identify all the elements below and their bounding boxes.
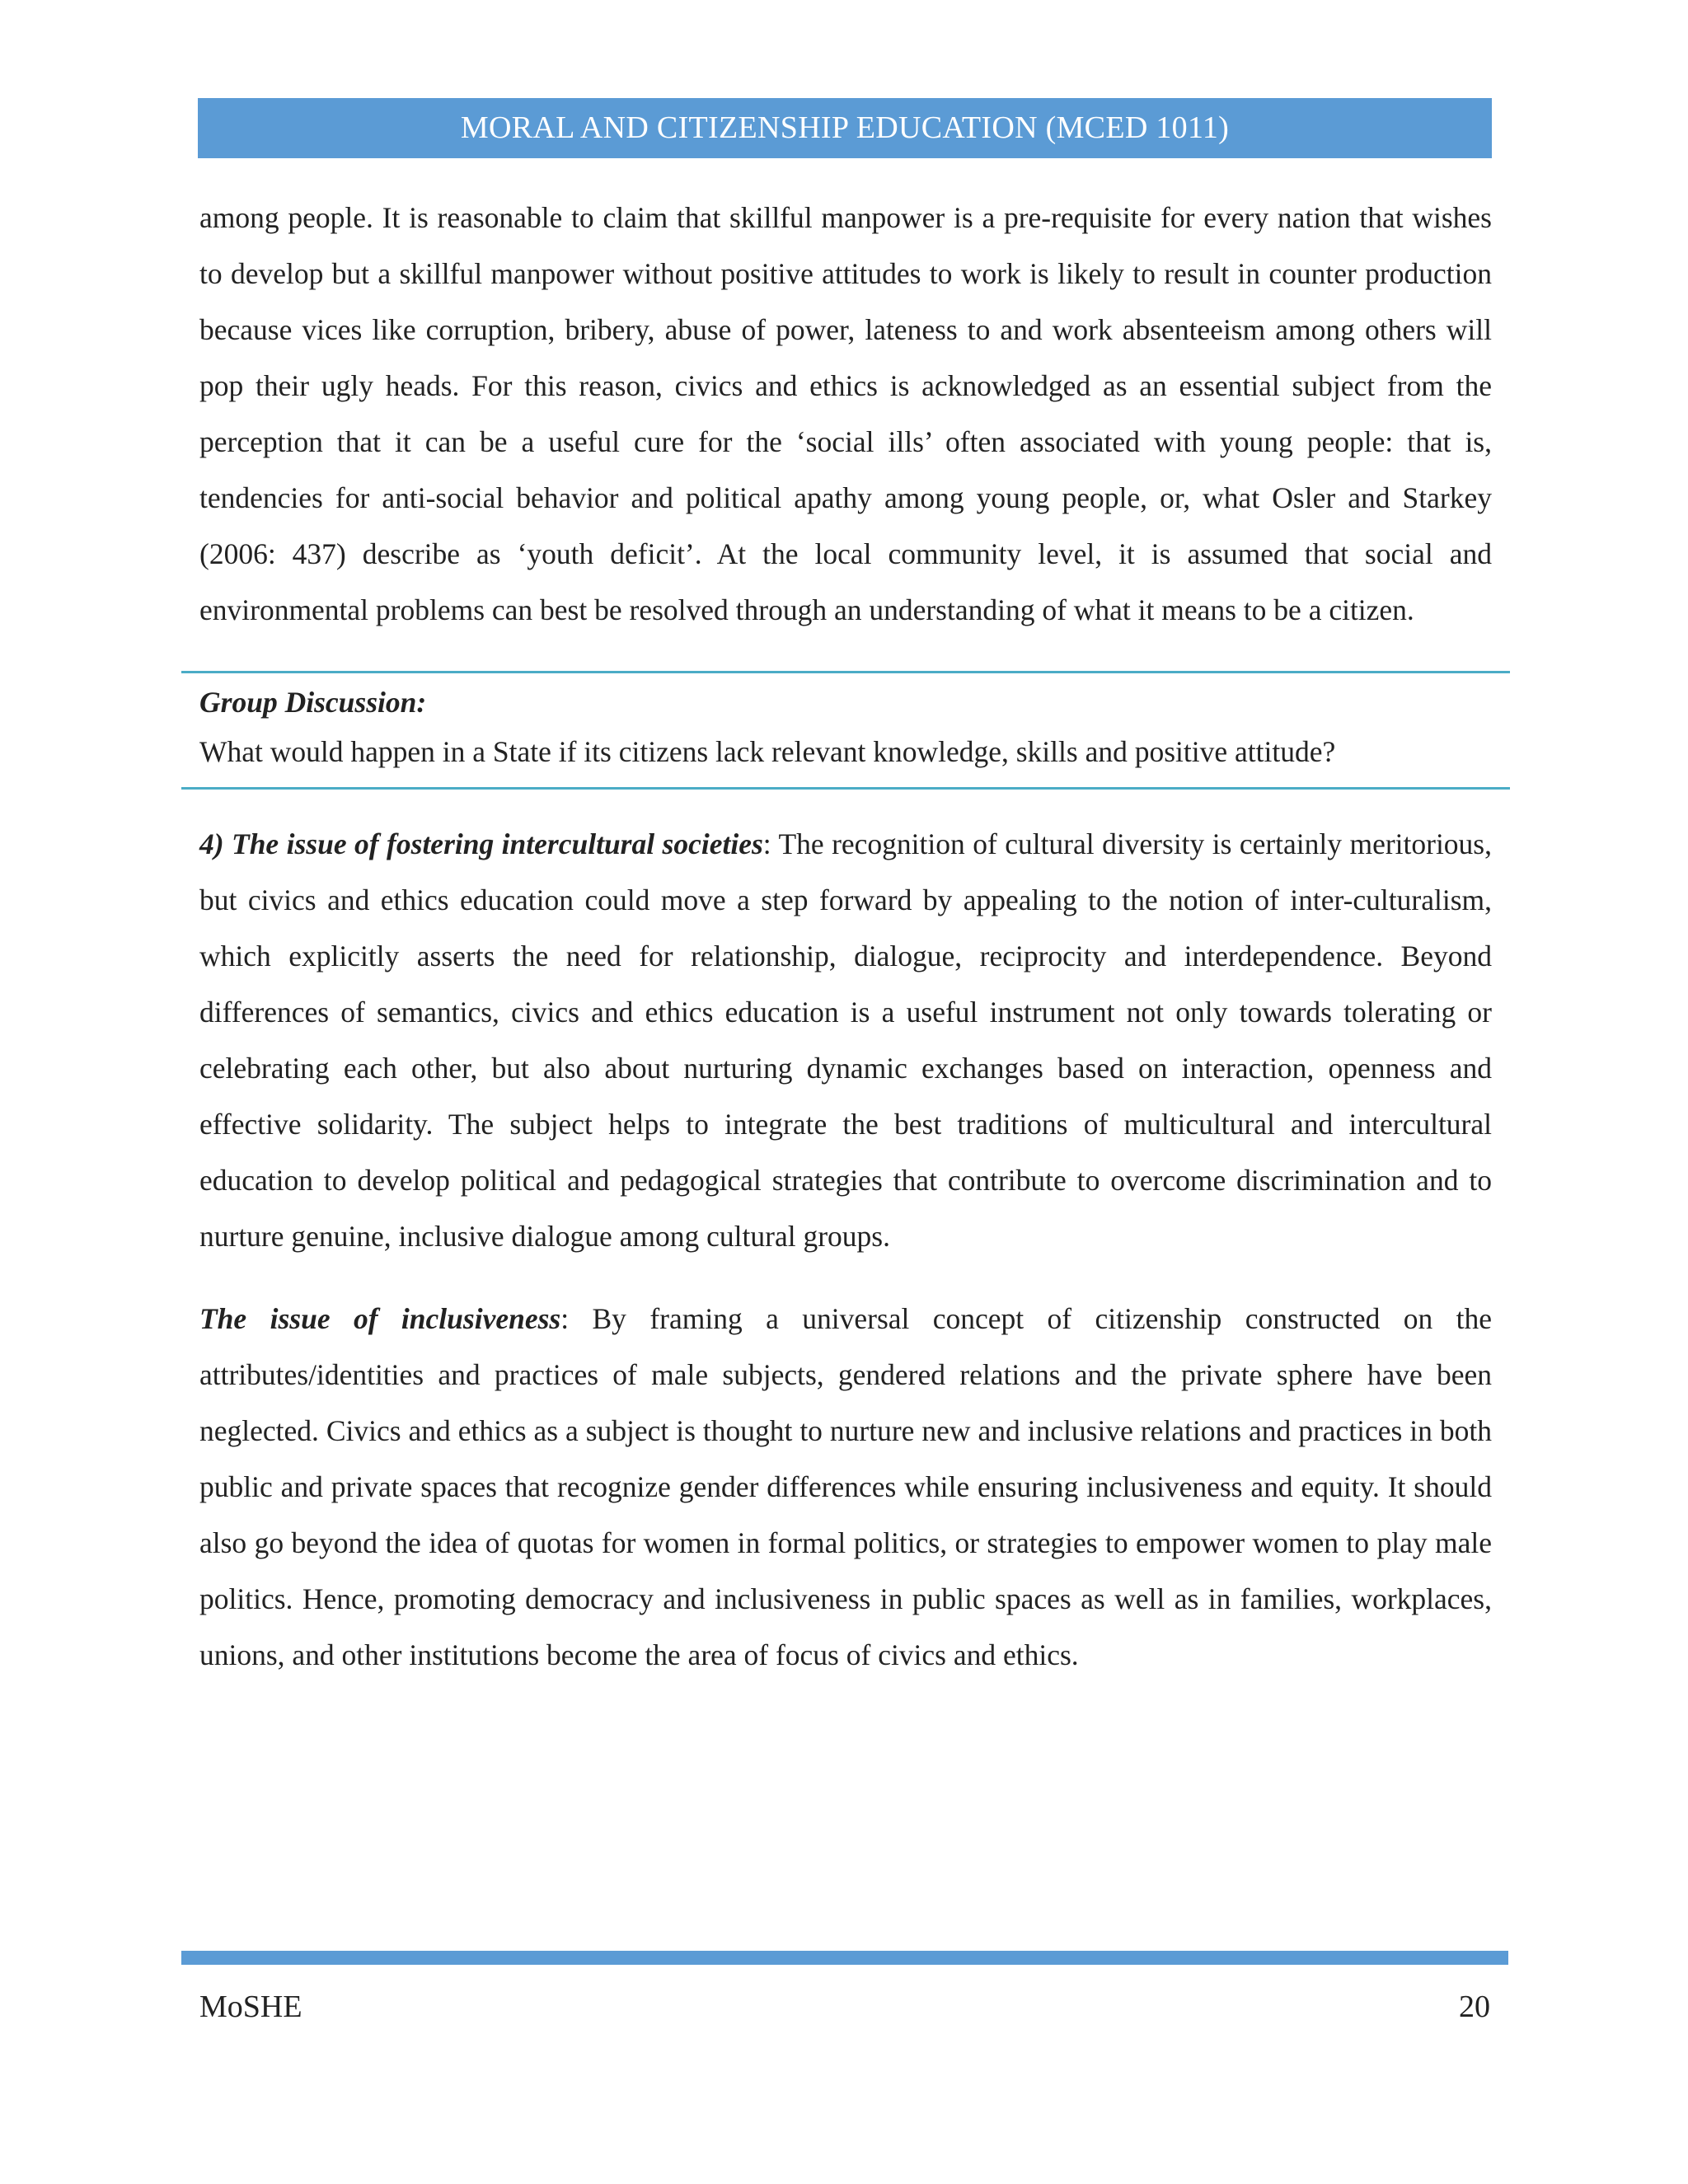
footer-publisher: MoSHE (199, 1990, 302, 2024)
group-discussion-box (181, 671, 1510, 790)
header-title: MORAL AND CITIZENSHIP EDUCATION (MCED 1011) (460, 110, 1230, 145)
inclusiveness-colon: : (560, 1302, 570, 1335)
paragraph-youth-deficit: among people. It is reasonable to claim that skillful manpower is a pre-requisite for every nation that wishes to develop but a skillful manpower without positive attitudes to work is likely to result in counter production because vices like corruption, bribery, abuse of power, lateness to and work absenteeism among others will pop their ugly heads. For this reason, civics and ethics is acknowledged as an essential subject from the perception that it can be a useful cure for the ‘social ills’ often associated with young people: that is, tendencies for anti-social behavior and political apathy among young people, or, what Osler and Starkey (2006: 437) describe as ‘youth deficit’. At the local community level, it is assumed that social and environmental problems can best be resolved through an understanding of what it means to be a citizen. (199, 201, 1492, 626)
intercultural-heading: 4) The issue of fostering intercultural societies (199, 827, 763, 860)
footer-divider (181, 1951, 1508, 1965)
page-number: 20 (1459, 1990, 1490, 2024)
inclusiveness-text: By framing a universal concept of citizenship constructed on the attributes/identities and practices of male subjects, gendered relations and the private sphere have been neglected. Civics and ethics as a subject is thought to nurture new and inclusive relations and practices in both public and private spaces that recognize gender differences while ensuring inclusiveness and equity. It should also go beyond the idea of quotas for women in formal politics, or strategies to empower women to play male politics. Hence, promoting democracy and inclusiveness in public spaces as well as in families, workplaces, unions, and other institutions become the area of focus of civics and ethics. (199, 1302, 1492, 1671)
inclusiveness-heading: The issue of inclusiveness (199, 1302, 561, 1335)
paragraph-inclusiveness (199, 1291, 1492, 1683)
paragraph-intercultural-societies (199, 816, 1492, 1264)
page-content (199, 190, 1492, 1683)
group-discussion-title: Group Discussion: (199, 686, 427, 719)
intercultural-text: The recognition of cultural diversity is certainly meritorious, but civics and ethics education could move a step forward by appealing to the notion of inter-culturalism, which explicitly asserts the need for relationship, dialogue, reciprocity and interdependence. Beyond differences of semantics, civics and ethics education is a useful instrument not only towards tolerating or celebrating each other, but also about nurturing dynamic exchanges based on interaction, openness and effective solidarity. The subject helps to integrate the best traditions of multicultural and intercultural education to develop political and pedagogical strategies that contribute to overcome discrimination and to nurture genuine, inclusive dialogue among cultural groups. (199, 827, 1492, 1253)
page-header (198, 98, 1492, 158)
intercultural-colon: : (762, 827, 771, 860)
group-discussion-question: What would happen in a State if its citizens lack relevant knowledge, skills and positive attitude? (199, 735, 1336, 768)
